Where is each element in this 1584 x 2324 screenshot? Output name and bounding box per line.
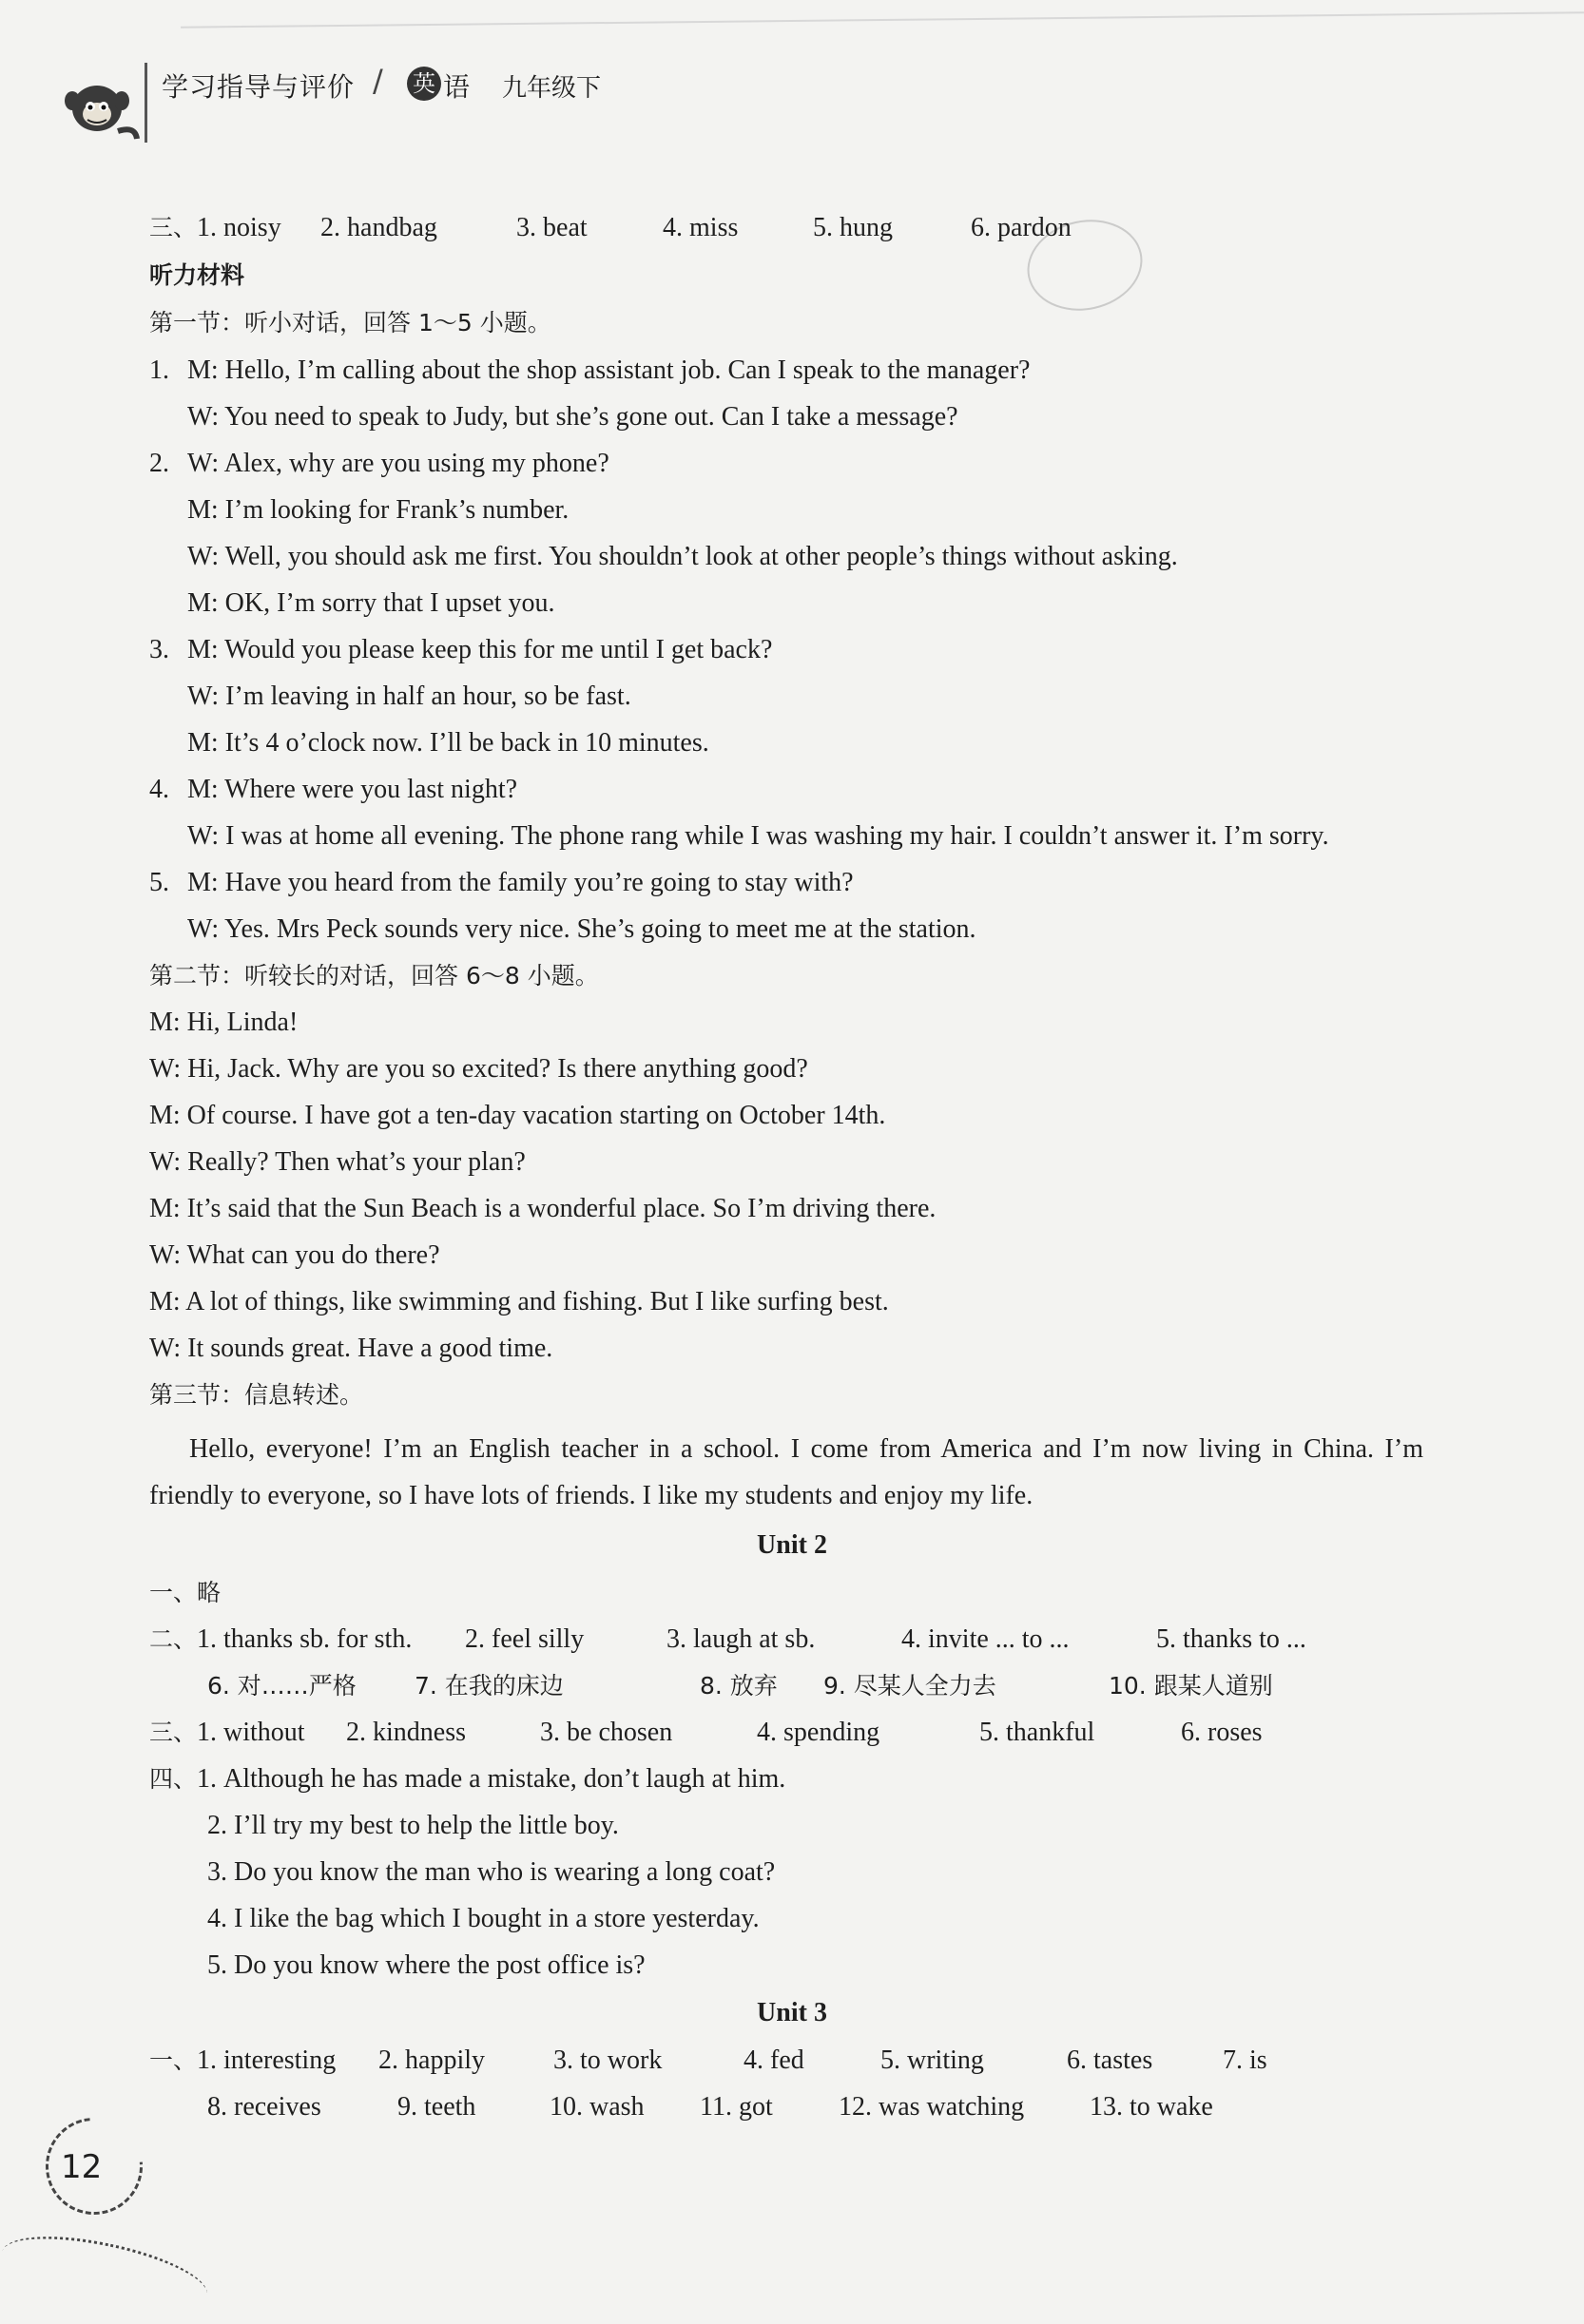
dialogue-line: M: Of course. I have got a ten-day vacation starting on October 14th. <box>149 1101 886 1130</box>
answer-item: 7. is <box>1223 2046 1267 2075</box>
header-slash: / <box>373 63 383 99</box>
section-label: 一、 <box>149 2046 198 2074</box>
answer-item: 8. receives <box>207 2092 321 2122</box>
omitted-note: 略 <box>197 1579 222 1606</box>
dialogue-number: 1. <box>149 355 169 385</box>
answer-item: 10. wash <box>550 2092 645 2122</box>
page-header <box>0 0 1584 152</box>
answer-item: 1. interesting <box>197 2046 337 2075</box>
section-label: 三、 <box>149 1719 198 1746</box>
part3-paragraph: Hello, everyone! I’m an English teacher in a school. I come from America and I’m now living in China. I’m friendly to everyone, so I have lots of friends. I like my students and enjoy my life. <box>149 1434 1423 1510</box>
dialogue-line: W: Hi, Jack. Why are you so excited? Is there anything good? <box>149 1054 808 1084</box>
unit2-sec4-item: 5. Do you know where the post office is? <box>207 1950 646 1980</box>
answer-item: 3. beat <box>516 213 588 242</box>
dialogue-line: M: Have you heard from the family you’re going to stay with? <box>187 868 854 897</box>
answer-item: 13. to wake <box>1090 2092 1213 2122</box>
sentence: 1. Although he has made a mistake, don’t laugh at him. <box>197 1764 786 1794</box>
dialogue-line: M: I’m looking for Frank’s number. <box>187 495 570 525</box>
book-title: 学习指导与评价 <box>162 71 356 103</box>
answer-item: 2. happily <box>378 2046 486 2075</box>
part1-heading: 第一节：听小对话，回答 1～5 小题。 <box>149 309 551 336</box>
answer-item: 2. feel silly <box>465 1624 585 1654</box>
dialogue-line: W: Alex, why are you using my phone? <box>187 449 609 478</box>
dialogue-line: M: It’s said that the Sun Beach is a wonderful place. So I’m driving there. <box>149 1194 937 1223</box>
answer-item: 4. miss <box>663 213 739 242</box>
header-divider <box>145 63 147 143</box>
answer-item: 5. thankful <box>979 1718 1095 1747</box>
answer-item: 2. kindness <box>346 1718 467 1747</box>
sec3-answer-row <box>149 211 1072 245</box>
dialogue-line: W: I was at home all evening. The phone rang while I was washing my hair. I couldn’t answer it. I’m sorry. <box>187 821 1329 851</box>
listening-heading: 听力材料 <box>149 261 245 289</box>
section-label: 四、 <box>149 1765 198 1793</box>
dialogue-line: W: What can you do there? <box>149 1240 440 1270</box>
answer-item: 4. invite ... to ... <box>901 1624 1070 1654</box>
unit2-sec4-item: 3. Do you know the man who is wearing a long coat? <box>207 1857 776 1887</box>
answer-item: 12. was watching <box>839 2092 1025 2122</box>
unit2-sec4-item <box>149 1762 785 1796</box>
answer-item: 9. teeth <box>397 2092 476 2122</box>
unit2-sec4-item: 4. I like the bag which I bought in a store yesterday. <box>207 1904 760 1933</box>
dialogue-line: M: It’s 4 o’clock now. I’ll be back in 10 minutes. <box>187 728 709 758</box>
answer-item: 5. thanks to ... <box>1156 1624 1306 1654</box>
answer-item: 9. 尽某人全力去 <box>823 1672 996 1700</box>
subject-label: 语 <box>443 71 471 103</box>
answer-item: 2. handbag <box>320 213 437 242</box>
dialogue-line: M: Hi, Linda! <box>149 1008 299 1037</box>
answer-item: 6. tastes <box>1067 2046 1153 2075</box>
subject-badge: 英 <box>407 67 441 101</box>
answer-item: 5. writing <box>880 2046 984 2075</box>
dialogue-line: W: Really? Then what’s your plan? <box>149 1147 526 1177</box>
dialogue-line: W: You need to speak to Judy, but she’s gone out. Can I take a message? <box>187 402 958 432</box>
answer-item: 3. to work <box>553 2046 663 2075</box>
answer-item: 1. thanks sb. for sth. <box>197 1624 413 1654</box>
answer-item: 11. got <box>700 2092 773 2122</box>
unit3-title: Unit 3 <box>757 1998 827 2027</box>
dialogue-number: 2. <box>149 449 169 478</box>
dialogue-line: W: It sounds great. Have a good time. <box>149 1334 553 1363</box>
answer-item: 1. noisy <box>197 213 281 242</box>
answer-item: 6. 对……严格 <box>207 1672 357 1700</box>
unit2-sec2-row2 <box>207 1669 1273 1703</box>
monkey-mascot-icon <box>59 59 145 146</box>
dialogue-number: 5. <box>149 868 169 897</box>
answer-item: 6. roses <box>1181 1718 1263 1747</box>
dialogue-line: M: Would you please keep this for me until I get back? <box>187 635 773 664</box>
part2-heading: 第二节：听较长的对话，回答 6～8 小题。 <box>149 962 599 989</box>
unit2-sec1 <box>149 1576 221 1610</box>
answer-item: 1. without <box>197 1718 305 1747</box>
answer-item: 5. hung <box>813 213 894 242</box>
dialogue-line: M: Hello, I’m calling about the shop assistant job. Can I speak to the manager? <box>187 355 1031 385</box>
answer-item: 3. laugh at sb. <box>666 1624 816 1654</box>
dialogue-number: 4. <box>149 775 169 804</box>
section-label: 一、 <box>149 1579 198 1606</box>
dialogue-line: W: Yes. Mrs Peck sounds very nice. She’s going to meet me at the station. <box>187 914 976 944</box>
grade-label: 九年级下 <box>502 74 602 103</box>
page-number: 12 <box>61 2148 103 2186</box>
dialogue-line: M: Where were you last night? <box>187 775 518 804</box>
unit2-title: Unit 2 <box>757 1530 827 1560</box>
answer-item: 7. 在我的床边 <box>415 1672 564 1700</box>
header-rule <box>181 11 1584 28</box>
section-label: 三、 <box>149 214 198 241</box>
unit2-sec3 <box>149 1716 1263 1750</box>
unit2-sec4-item: 2. I’ll try my best to help the little boy. <box>207 1811 619 1840</box>
answer-item: 4. spending <box>757 1718 880 1747</box>
answer-item: 8. 放弃 <box>700 1672 778 1700</box>
dialogue-line: W: I’m leaving in half an hour, so be fast. <box>187 682 631 711</box>
unit3-sec1-row1 <box>149 2044 1267 2078</box>
part3-heading: 第三节：信息转述。 <box>149 1381 364 1409</box>
corner-decoration <box>0 2222 213 2324</box>
unit3-sec1-row2 <box>207 2090 1213 2124</box>
dialogue-number: 3. <box>149 635 169 664</box>
section-label: 二、 <box>149 1625 198 1653</box>
answer-item: 3. be chosen <box>540 1718 673 1747</box>
dialogue-line: W: Well, you should ask me first. You shouldn’t look at other people’s things without asking. <box>187 542 1178 571</box>
answer-item: 4. fed <box>744 2046 804 2075</box>
answer-item: 6. pardon <box>971 213 1072 242</box>
dialogue-line: M: A lot of things, like swimming and fishing. But I like surfing best. <box>149 1287 889 1316</box>
answer-item: 10. 跟某人道别 <box>1109 1672 1273 1700</box>
dialogue-line: M: OK, I’m sorry that I upset you. <box>187 588 555 618</box>
unit2-sec2-row1 <box>149 1623 1306 1657</box>
